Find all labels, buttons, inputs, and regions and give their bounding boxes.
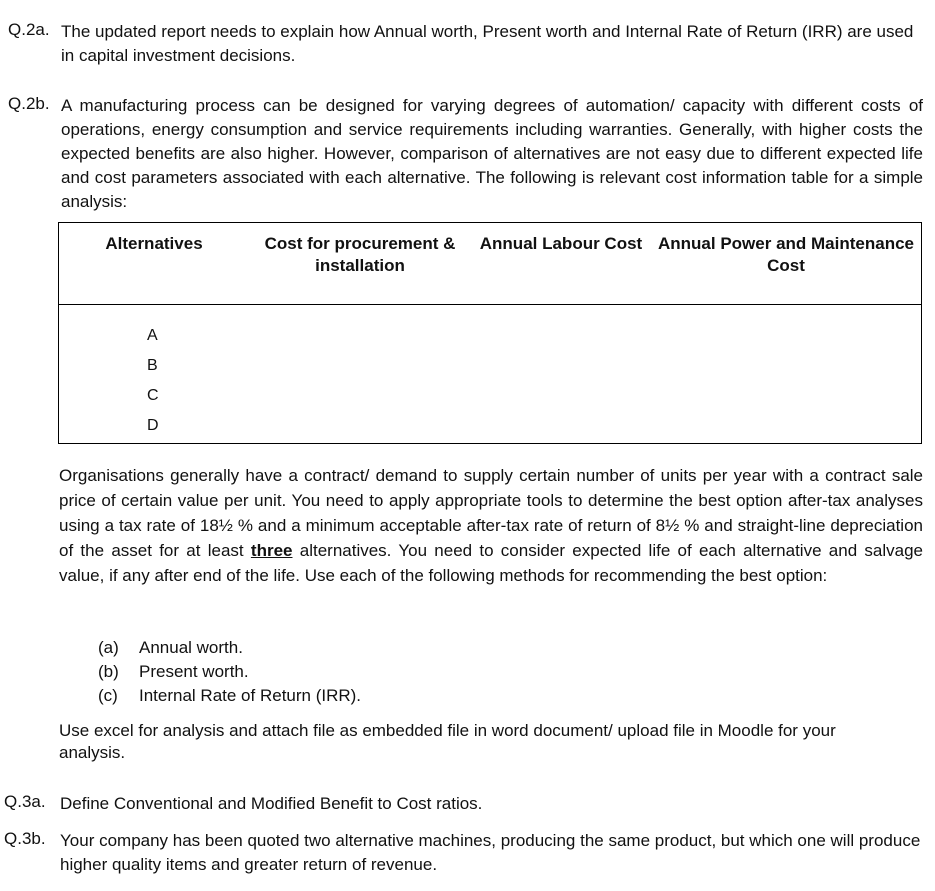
table-body-row	[59, 305, 922, 444]
excel-note: Use excel for analysis and attach file as embedded file in word document/ upload file in Moodle for your analysis.	[59, 721, 836, 762]
question-number: Q.3b.	[4, 829, 46, 848]
instructions-paragraph	[59, 463, 923, 588]
alternative-label: A	[147, 327, 158, 344]
emphasis-three: three	[250, 541, 293, 560]
column-header: Annual Labour Cost	[479, 234, 643, 253]
question-number: Q.2b.	[8, 94, 50, 113]
question-text: The updated report needs to explain how Annual worth, Present worth and Internal Rate of Return (IRR) are used in capital investment decisions.	[61, 22, 914, 65]
cost-table	[58, 222, 922, 444]
question-3a	[4, 792, 923, 816]
list-item: (a) Annual worth.	[98, 638, 243, 657]
table-header-row	[59, 223, 922, 305]
paragraph-text: Organisations generally have a contract/ demand to supply certain number of units per year with a contract sale price of certain value per unit. You need to apply appropriate tools to determine the best option after-tax analyses using a tax rate of 18½ % and a minimum acceptable after-tax rate of return of 8½ % and straight-line depreciation of the asset for at least	[59, 466, 923, 560]
paragraph-text: alternatives. You need to consider expected life of each alternative and salvage value, if any after end of the life. Use each of the following methods for recommending the best option:	[59, 541, 923, 585]
list-item: (c) Internal Rate of Return (IRR).	[98, 686, 362, 705]
question-text: Define Conventional and Modified Benefit to Cost ratios.	[60, 794, 483, 813]
question-text: Your company has been quoted two alternative machines, producing the same product, but which one will produce higher quality items and greater return of revenue.	[60, 831, 921, 874]
alternative-label: C	[147, 387, 159, 404]
question-3b	[4, 829, 923, 877]
alternative-label: B	[147, 357, 158, 374]
question-text: A manufacturing process can be designed for varying degrees of automation/ capacity with different costs of operations, energy consumption and service requirements including warranties. Generally, with higher costs the expected benefits are also higher. However, comparison of alternatives are not easy due to different expected life and cost parameters associated with each alternative. The following is relevant cost information table for a simple analysis:	[61, 96, 923, 211]
column-header: Cost for procurement & installation	[264, 234, 456, 275]
alternative-label: D	[147, 417, 159, 434]
question-2b	[8, 94, 923, 214]
question-2a	[8, 20, 923, 68]
column-header: Annual Power and Maintenance Cost	[658, 234, 914, 275]
alternatives-cell	[59, 305, 922, 444]
methods-list	[98, 636, 361, 708]
list-item: (b) Present worth.	[98, 662, 249, 681]
question-number: Q.3a.	[4, 792, 46, 811]
question-number: Q.2a.	[8, 20, 50, 39]
column-header: Alternatives	[105, 234, 203, 253]
